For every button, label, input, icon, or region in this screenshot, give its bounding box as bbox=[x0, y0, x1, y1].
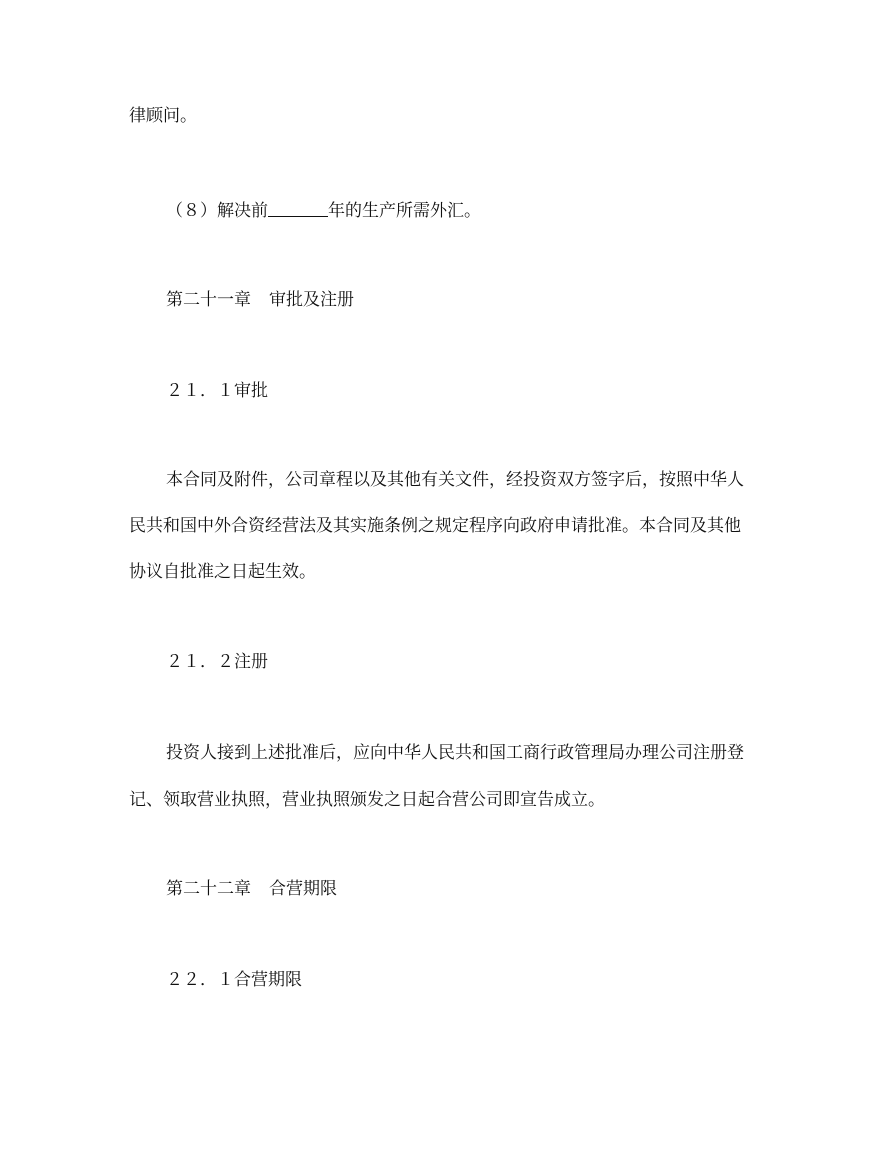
section-21-1-heading: ２１．１审批 bbox=[166, 381, 268, 401]
chapter-21-number: 第二十一章 bbox=[166, 290, 251, 310]
paragraph-21-1-line-1: 本合同及附件，公司章程以及其他有关文件，经投资双方签字后，按照中华人 bbox=[166, 470, 744, 490]
chapter-21-heading bbox=[166, 288, 354, 312]
chapter-21-title: 审批及注册 bbox=[269, 290, 354, 310]
section-21-2-heading: ２１．２注册 bbox=[166, 652, 268, 672]
list-item-8-prefix: （８）解决前 bbox=[166, 201, 268, 221]
paragraph-continuation: 律顾问。 bbox=[129, 106, 197, 126]
chapter-22-heading bbox=[166, 877, 337, 901]
list-item-8 bbox=[166, 199, 481, 223]
chapter-22-title: 合营期限 bbox=[269, 879, 337, 899]
blank-underline bbox=[268, 200, 328, 217]
paragraph-21-2-line-2: 记、领取营业执照，营业执照颁发之日起合营公司即宣告成立。 bbox=[129, 790, 605, 810]
list-item-8-suffix: 年的生产所需外汇。 bbox=[328, 201, 481, 221]
paragraph-21-1-line-3: 协议自批准之日起生效。 bbox=[129, 562, 316, 582]
chapter-22-number: 第二十二章 bbox=[166, 879, 251, 899]
paragraph-21-1-line-2: 民共和国中外合资经营法及其实施条例之规定程序向政府申请批准。本合同及其他 bbox=[129, 516, 741, 536]
section-22-1-heading: ２２．１合营期限 bbox=[166, 970, 302, 990]
paragraph-21-2-line-1: 投资人接到上述批准后，应向中华人民共和国工商行政管理局办理公司注册登 bbox=[166, 743, 744, 763]
